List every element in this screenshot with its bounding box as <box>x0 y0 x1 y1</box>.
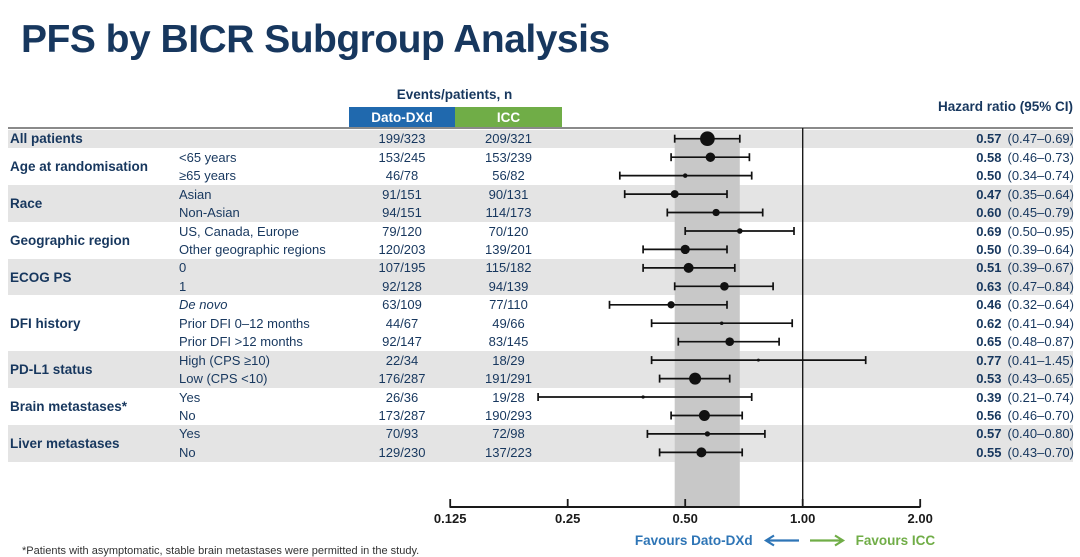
hr-point-marker <box>712 209 719 216</box>
subgroup-level-label: No <box>179 444 196 460</box>
hr-point-marker <box>737 228 743 234</box>
events-icc-value: 72/98 <box>492 426 525 442</box>
hr-point-marker <box>696 447 706 457</box>
hr-confidence-interval: (0.50–0.95) <box>1007 223 1074 239</box>
events-dato-value: 199/323 <box>378 131 426 147</box>
hazard-ratio-value <box>928 406 1074 424</box>
hr-point-marker <box>681 245 690 254</box>
hr-point-marker <box>720 282 729 291</box>
hr-point-estimate: 0.47 <box>976 186 1002 202</box>
hr-confidence-interval: (0.47–0.69) <box>1007 131 1074 147</box>
events-patients-header: Events/patients, n <box>396 87 513 102</box>
events-dato-value: 92/147 <box>382 334 422 350</box>
axis-tick-label: 2.00 <box>907 511 933 526</box>
favours-icc-arrow-icon <box>809 534 847 547</box>
hr-confidence-interval: (0.48–0.87) <box>1007 334 1074 350</box>
hr-point-estimate: 0.62 <box>976 315 1002 331</box>
hr-point-marker <box>700 131 715 146</box>
hr-confidence-interval: (0.40–0.80) <box>1007 426 1074 442</box>
events-icc-value: 94/139 <box>488 278 529 294</box>
hr-point-estimate: 0.53 <box>976 371 1002 387</box>
favours-icc-label: Favours ICC <box>855 532 936 548</box>
events-dato-value: 70/93 <box>385 426 419 442</box>
hr-point-marker <box>699 410 710 421</box>
hr-point-marker <box>720 321 724 325</box>
subgroup-level-label: Asian <box>179 186 212 202</box>
events-icc-value: 139/201 <box>485 241 532 257</box>
hr-point-estimate: 0.60 <box>976 205 1002 221</box>
hr-confidence-interval: (0.41–0.94) <box>1007 315 1074 331</box>
events-icc-value: 70/120 <box>488 223 529 239</box>
subgroup-level-label: No <box>179 408 196 424</box>
events-dato-value: 46/78 <box>385 168 419 184</box>
events-dato-value: 94/151 <box>382 205 422 221</box>
hazard-ratio-value <box>928 388 1074 406</box>
hazard-ratio-value <box>928 369 1074 387</box>
events-dato-value: 79/120 <box>382 223 422 239</box>
favours-dato-arrow-icon <box>762 534 800 547</box>
subgroup-name: Brain metastases* <box>10 398 128 414</box>
hazard-ratio-value <box>928 148 1074 166</box>
hr-point-estimate: 0.55 <box>976 444 1002 460</box>
hr-point-estimate: 0.65 <box>976 334 1002 350</box>
hazard-ratio-value <box>928 314 1074 332</box>
hazard-ratio-value <box>928 203 1074 221</box>
hr-confidence-interval: (0.46–0.73) <box>1007 149 1074 165</box>
axis-tick-label: 0.25 <box>555 511 581 526</box>
axis-tick-label: 1.00 <box>790 511 816 526</box>
hr-point-estimate: 0.50 <box>976 168 1002 184</box>
hr-confidence-interval: (0.43–0.65) <box>1007 371 1074 387</box>
events-dato-value: 91/151 <box>382 186 422 202</box>
hr-confidence-interval: (0.41–1.45) <box>1007 352 1074 368</box>
hazard-ratio-value <box>928 259 1074 277</box>
events-dato-value: 173/287 <box>378 408 426 424</box>
hr-point-marker <box>684 263 694 273</box>
hr-point-estimate: 0.58 <box>976 149 1002 165</box>
axis-tick-label: 0.125 <box>433 511 467 526</box>
hr-confidence-interval: (0.32–0.64) <box>1007 297 1074 313</box>
events-icc-value: 115/182 <box>485 260 532 276</box>
hr-point-estimate: 0.50 <box>976 241 1002 257</box>
hr-point-marker <box>671 190 679 198</box>
axis-tick-label: 0.50 <box>672 511 698 526</box>
hr-point-marker <box>757 359 760 362</box>
subgroup-level-label: Low (CPS <10) <box>179 371 268 387</box>
events-dato-value: 92/128 <box>382 278 422 294</box>
subgroup-level-label: ≥65 years <box>179 168 236 184</box>
hazard-ratio-value <box>928 240 1074 258</box>
subgroup-name: Race <box>10 195 43 211</box>
hazard-ratio-header: Hazard ratio (95% CI) <box>937 99 1073 114</box>
events-dato-value: 26/36 <box>385 389 419 405</box>
hr-confidence-interval: (0.34–0.74) <box>1007 168 1074 184</box>
events-dato-value: 120/203 <box>378 241 426 257</box>
arm-header-icc: ICC <box>455 107 562 129</box>
events-icc-value: 49/66 <box>492 315 525 331</box>
hazard-ratio-value <box>928 185 1074 203</box>
events-dato-value: 129/230 <box>378 444 426 460</box>
subgroup-level-label: <65 years <box>179 149 237 165</box>
events-dato-value: 176/287 <box>378 371 426 387</box>
subgroup-level-label: High (CPS ≥10) <box>179 352 270 368</box>
subgroup-level-label: Prior DFI >12 months <box>179 334 303 350</box>
hazard-ratio-value <box>928 277 1074 295</box>
subgroup-level-label: Non-Asian <box>179 205 240 221</box>
favours-legend <box>585 530 985 550</box>
events-icc-value: 90/131 <box>488 186 529 202</box>
events-dato-value: 63/109 <box>382 297 422 313</box>
hr-confidence-interval: (0.43–0.70) <box>1007 444 1074 460</box>
hr-point-marker <box>667 301 674 308</box>
subgroup-level-label: Prior DFI 0–12 months <box>179 315 310 331</box>
arm-header-dato-dxd: Dato-DXd <box>349 107 455 129</box>
hr-confidence-interval: (0.39–0.67) <box>1007 260 1074 276</box>
hr-confidence-interval: (0.46–0.70) <box>1007 408 1074 424</box>
hr-point-estimate: 0.77 <box>976 352 1002 368</box>
hr-point-estimate: 0.63 <box>976 278 1002 294</box>
hr-point-marker <box>725 337 734 346</box>
hazard-ratio-value <box>928 332 1074 350</box>
hr-point-estimate: 0.39 <box>976 389 1002 405</box>
hr-point-estimate: 0.46 <box>976 297 1002 313</box>
hr-point-marker <box>689 373 701 385</box>
hr-confidence-interval: (0.21–0.74) <box>1007 389 1074 405</box>
events-icc-value: 83/145 <box>488 334 529 350</box>
events-icc-value: 190/293 <box>485 408 532 424</box>
subgroup-name: Age at randomisation <box>10 158 149 174</box>
hazard-ratio-value <box>928 425 1074 443</box>
hr-point-marker <box>683 173 688 178</box>
hr-point-marker <box>641 395 644 398</box>
hazard-ratio-value <box>928 443 1074 461</box>
hr-confidence-interval: (0.47–0.84) <box>1007 278 1074 294</box>
hr-point-estimate: 0.57 <box>976 426 1002 442</box>
footnote: *Patients with asymptomatic, stable brain metastases were permitted in the study. <box>22 545 420 557</box>
subgroup-name: Geographic region <box>10 232 131 248</box>
events-icc-value: 137/223 <box>485 444 532 460</box>
hr-point-estimate: 0.56 <box>976 408 1002 424</box>
hr-point-estimate: 0.57 <box>976 131 1002 147</box>
events-icc-value: 114/173 <box>485 205 532 221</box>
events-icc-value: 209/321 <box>485 131 532 147</box>
subgroup-name: ECOG PS <box>10 269 72 285</box>
hr-point-estimate: 0.51 <box>976 260 1002 276</box>
subgroup-name: Liver metastases <box>10 435 120 451</box>
events-icc-value: 56/82 <box>492 168 525 184</box>
favours-dato-label: Favours Dato-DXd <box>634 532 753 548</box>
subgroup-level-label: Other geographic regions <box>179 241 326 257</box>
subgroup-name: PD-L1 status <box>10 361 93 377</box>
hazard-ratio-value <box>928 296 1074 314</box>
subgroup-level-label: 0 <box>179 260 187 276</box>
events-icc-value: 18/29 <box>492 352 525 368</box>
events-icc-value: 153/239 <box>485 149 532 165</box>
hr-confidence-interval: (0.39–0.64) <box>1007 241 1074 257</box>
hr-confidence-interval: (0.35–0.64) <box>1007 186 1074 202</box>
hazard-ratio-value <box>928 222 1074 240</box>
hr-confidence-interval: (0.45–0.79) <box>1007 205 1074 221</box>
events-icc-value: 77/110 <box>489 297 528 313</box>
subgroup-level-label: Yes <box>179 426 201 442</box>
events-icc-value: 191/291 <box>485 371 532 387</box>
hr-point-marker <box>706 152 716 162</box>
hazard-ratio-value <box>928 130 1074 148</box>
subgroup-level-label: 1 <box>179 278 187 294</box>
subgroup-level-label: US, Canada, Europe <box>179 223 299 239</box>
hazard-ratio-value <box>928 351 1074 369</box>
events-icc-value: 19/28 <box>492 389 525 405</box>
events-dato-value: 107/195 <box>378 260 426 276</box>
page-title: PFS by BICR Subgroup Analysis <box>21 18 610 61</box>
subgroup-name: All patients <box>10 131 83 147</box>
events-dato-value: 153/245 <box>378 149 426 165</box>
hr-point-estimate: 0.69 <box>976 223 1002 239</box>
subgroup-level-label: Yes <box>179 389 201 405</box>
subgroup-level-label: De novo <box>179 297 228 313</box>
hr-point-marker <box>705 431 710 436</box>
subgroup-name: DFI history <box>10 315 81 331</box>
hazard-ratio-value <box>928 166 1074 184</box>
events-dato-value: 44/67 <box>385 315 419 331</box>
events-dato-value: 22/34 <box>385 352 419 368</box>
